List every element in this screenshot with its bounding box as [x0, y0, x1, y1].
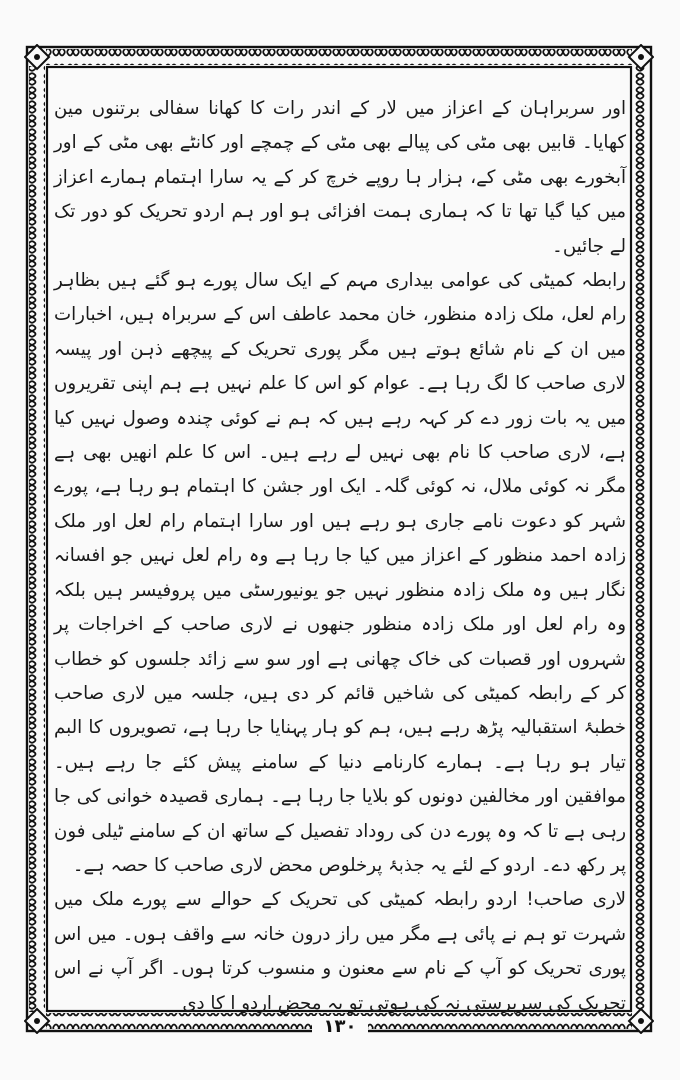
page-number [0, 1016, 680, 1037]
paragraph: لاری صاحب! اردو رابطہ کمیٹی کی تحریک کے حوالے سے پورے ملک میں شہرت تو ہم نے پائی ہے مگر میں راز درون خانہ سے واقف ہوں۔ میں اس پوری تحریک کو آپ کے نام سے معنون و منسوب کرتا ہوں۔ اگر آپ نے اس تحریک کی سرپرستی نہ کی ہوتی تو یہ محض اردو ا کا دی [54, 889, 626, 1014]
paragraph: رابطہ کمیٹی کی عوامی بیداری مہم کے ایک سال پورے ہو گئے ہیں بظاہر رام لعل، ملک زادہ منظور، خان محمد عاطف اس کے سربراہ ہیں، اخبارات میں ان کے نام شائع ہوتے ہیں مگر پوری تحریک کے پیچھے ذہن اور پیسہ لاری صاحب کا لگ رہا ہے۔ عوام کو اس کا علم نہیں ہے ہم اپنی تقریروں میں یہ بات زور دے کر کہہ رہے ہیں کہ ہم نے کوئی چندہ وصول نہیں کیا ہے، لاری صاحب کا نام بھی نہیں لے رہے ہیں۔ اس کا علم انھیں بھی ہے مگر نہ کوئی ملال، نہ کوئی گلہ۔ ایک اور جشن کا اہتمام ہو رہا ہے، پورے شہر کو دعوت نامے جاری ہو رہے ہیں اور سارا اہتمام رام لعل اور ملک زادہ احمد منظور کے اعزاز میں کیا جا رہا ہے وہ رام لعل نہیں جو افسانہ نگار ہیں وہ ملک زادہ منظور نہیں جو یونیورسٹی میں پروفیسر ہیں بلکہ وہ رام لعل اور ملک زادہ منظور جنھوں نے لاری صاحب کے اخراجات پر شہروں اور قصبات کی خاک چھانی ہے اور سو سے زائد جلسوں کو خطاب کر کے رابطہ کمیٹی کی شاخیں قائم کر دی ہیں، جلسہ میں لاری صاحب خطبۂ استقبالیہ پڑھ رہے ہیں، ہم کو ہار پہنایا جا رہا ہے، تصویروں کا البم تیار ہو رہا ہے۔ ہمارے کارنامے دنیا کے سامنے پیش کئے جا رہے ہیں۔ موافقین اور مخالفین دونوں کو بلایا جا رہا ہے۔ ہماری قصیدہ خوانی کی جا رہی ہے تا کہ وہ پورے دن کی روداد تفصیل کے ساتھ ان کے سامنے ٹیلی فون پر رکھ دے۔ اردو کے لئے یہ جذبۂ پرخلوص محض لاری صاحب کا حصہ ہے۔ [54, 270, 626, 876]
paragraph: اور سربراہان کے اعزاز میں لار کے اندر رات کا کھانا سفالی برتنوں مین کھایا۔ قابیں بھی مٹی کی پیالے بھی مٹی کے چمچے اور کانٹے بھی مٹی کے اور آبخورے بھی مٹی کے، ہزار ہا روپے خرچ کر کے یہ سارا اہتمام ہمارے اعزاز میں کیا گیا تھا تا کہ ہماری ہمت افزائی ہو اور ہم اردو تحریک کو دور تک لے جائیں۔ [54, 98, 626, 257]
body-text [54, 92, 626, 1021]
page-number-label: ۱۳۰ [312, 1016, 369, 1037]
